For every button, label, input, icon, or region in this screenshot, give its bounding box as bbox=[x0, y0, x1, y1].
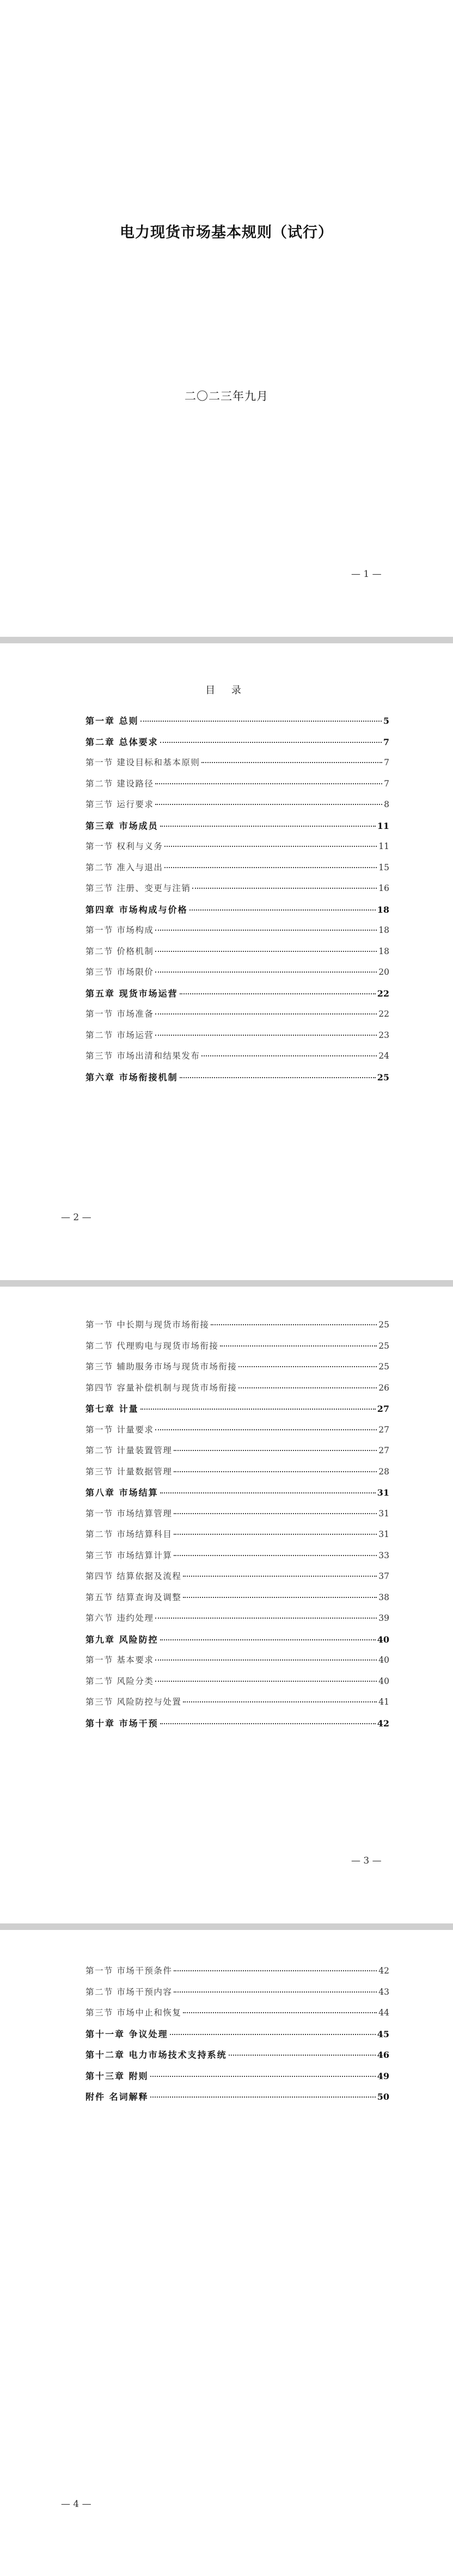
toc-section-entry[interactable] bbox=[85, 966, 389, 987]
toc-chapter-entry[interactable] bbox=[85, 2069, 389, 2091]
toc-entry-title: 第一节 市场准备 bbox=[85, 1009, 154, 1019]
toc-entry-page: 42 bbox=[377, 1718, 389, 1729]
toc-list bbox=[85, 1318, 389, 1737]
toc-leader-dots bbox=[220, 1345, 377, 1347]
toc-entry-page: 28 bbox=[378, 1466, 389, 1477]
toc-leader-dots bbox=[160, 1639, 376, 1640]
toc-entry-page: 25 bbox=[378, 1362, 389, 1372]
toc-leader-dots bbox=[155, 972, 377, 973]
toc-entry-title: 第一节 市场干预条件 bbox=[85, 1966, 173, 1976]
toc-section-entry[interactable] bbox=[85, 756, 389, 777]
toc-section-entry[interactable] bbox=[85, 1423, 389, 1444]
toc-section-entry[interactable] bbox=[85, 1507, 389, 1528]
toc-leader-dots bbox=[155, 930, 377, 931]
toc-leader-dots bbox=[155, 783, 382, 784]
toc-entry-page: 15 bbox=[378, 862, 389, 872]
toc-entry-page: 45 bbox=[377, 2028, 389, 2039]
toc-entry-title: 第三节 市场出清和结果发布 bbox=[85, 1051, 200, 1061]
toc-entry-title: 第二节 风险分类 bbox=[85, 1676, 154, 1686]
toc-leader-dots bbox=[150, 2097, 376, 2098]
toc-entry-title: 第二节 计量装置管理 bbox=[85, 1446, 173, 1455]
toc-section-entry[interactable] bbox=[85, 1612, 389, 1633]
toc-leader-dots bbox=[183, 1701, 377, 1702]
toc-entry-title: 第四节 结算依据及流程 bbox=[85, 1571, 182, 1581]
toc-entry-title: 第二节 代理购电与现货市场衔接 bbox=[85, 1341, 219, 1351]
toc-chapter-entry[interactable] bbox=[85, 2090, 389, 2111]
toc-chapter-entry[interactable] bbox=[85, 819, 389, 840]
toc-leader-dots bbox=[174, 1991, 377, 1993]
toc-entry-title: 第二章 总体要求 bbox=[85, 736, 158, 747]
toc-leader-dots bbox=[155, 1618, 377, 1619]
toc-entry-page: 38 bbox=[378, 1592, 389, 1602]
toc-entry-page: 49 bbox=[377, 2070, 389, 2081]
toc-leader-dots bbox=[174, 1970, 377, 1971]
toc-section-entry[interactable] bbox=[85, 861, 389, 882]
cover-page bbox=[0, 0, 453, 637]
toc-leader-dots bbox=[160, 1723, 376, 1724]
page-number: — 4 — bbox=[61, 2499, 91, 2510]
toc-leader-dots bbox=[155, 1681, 377, 1682]
toc-leader-dots bbox=[164, 846, 377, 847]
toc-entry-title: 第三节 计量数据管理 bbox=[85, 1466, 173, 1477]
toc-entry-title: 第八章 市场结算 bbox=[85, 1487, 158, 1498]
toc-chapter-entry[interactable] bbox=[85, 1071, 389, 1092]
toc-entry-page: 27 bbox=[377, 1404, 389, 1414]
toc-leader-dots bbox=[140, 1409, 376, 1410]
toc-section-entry[interactable] bbox=[85, 1695, 389, 1717]
toc-entry-title: 第四章 市场构成与价格 bbox=[85, 904, 188, 915]
toc-section-entry[interactable] bbox=[85, 1653, 389, 1675]
toc-entry-page: 22 bbox=[377, 988, 389, 999]
toc-entry-title: 第一节 权利与义务 bbox=[85, 841, 163, 851]
toc-entry-page: 16 bbox=[378, 883, 389, 893]
toc-heading: 目 录 bbox=[205, 685, 248, 696]
toc-chapter-entry[interactable] bbox=[85, 1717, 389, 1738]
toc-entry-page: 33 bbox=[378, 1550, 389, 1560]
toc-entry-title: 第二节 建设路径 bbox=[85, 778, 154, 789]
toc-leader-dots bbox=[160, 826, 376, 827]
toc-entry-title: 第六章 市场衔接机制 bbox=[85, 1072, 178, 1083]
toc-entry-page: 25 bbox=[377, 1072, 389, 1083]
toc-entry-page: 42 bbox=[378, 1966, 389, 1976]
toc-leader-dots bbox=[160, 1492, 376, 1493]
toc-section-entry[interactable] bbox=[85, 1339, 389, 1361]
toc-entry-page: 18 bbox=[378, 925, 389, 935]
toc-entry-title: 第三章 市场成员 bbox=[85, 820, 158, 831]
toc-section-entry[interactable] bbox=[85, 840, 389, 861]
toc-entry-page: 27 bbox=[378, 1446, 389, 1455]
toc-entry-title: 附件 名词解释 bbox=[85, 2092, 149, 2102]
toc-entry-title: 第五章 现货市场运营 bbox=[85, 988, 178, 999]
toc-leader-dots bbox=[155, 1429, 377, 1430]
toc-leader-dots bbox=[180, 993, 376, 994]
toc-chapter-entry[interactable] bbox=[85, 735, 389, 757]
toc-entry-page: 40 bbox=[378, 1676, 389, 1686]
toc-section-entry[interactable] bbox=[85, 1570, 389, 1591]
toc-entry-page: 20 bbox=[378, 967, 389, 977]
toc-leader-dots bbox=[211, 1324, 377, 1325]
toc-entry-page: 40 bbox=[377, 1634, 389, 1645]
toc-page-2 bbox=[0, 643, 453, 1280]
toc-chapter-entry[interactable] bbox=[85, 1402, 389, 1423]
toc-entry-page: 25 bbox=[378, 1341, 389, 1351]
toc-entry-title: 第二节 准入与退出 bbox=[85, 862, 163, 872]
toc-section-entry[interactable] bbox=[85, 1675, 389, 1696]
document-title: 电力现货市场基本规则（试行） bbox=[120, 224, 333, 241]
toc-section-entry[interactable] bbox=[85, 1465, 389, 1486]
toc-entry-title: 第十一章 争议处理 bbox=[85, 2028, 168, 2039]
toc-section-entry[interactable] bbox=[85, 1444, 389, 1465]
toc-entry-title: 第六节 违约处理 bbox=[85, 1613, 154, 1623]
page-number: — 3 — bbox=[351, 1855, 382, 1866]
toc-leader-dots bbox=[155, 1035, 377, 1036]
toc-entry-title: 第三节 市场结算计算 bbox=[85, 1550, 173, 1560]
toc-chapter-entry[interactable] bbox=[85, 1486, 389, 1507]
toc-entry-page: 7 bbox=[383, 736, 389, 747]
toc-entry-page: 11 bbox=[377, 820, 389, 831]
toc-entry-page: 26 bbox=[378, 1382, 389, 1393]
toc-section-entry[interactable] bbox=[85, 798, 389, 819]
toc-section-entry[interactable] bbox=[85, 1049, 389, 1071]
toc-entry-title: 第十章 市场干预 bbox=[85, 1718, 158, 1729]
toc-entry-page: 46 bbox=[377, 2050, 389, 2060]
toc-entry-title: 第一节 建设目标和基本原则 bbox=[85, 758, 200, 767]
toc-entry-page: 50 bbox=[377, 2092, 389, 2102]
toc-leader-dots bbox=[229, 2055, 376, 2056]
toc-entry-page: 24 bbox=[378, 1051, 389, 1061]
toc-entry-title: 第二节 市场运营 bbox=[85, 1030, 154, 1040]
toc-leader-dots bbox=[164, 867, 377, 868]
toc-section-entry[interactable] bbox=[85, 1007, 389, 1029]
toc-entry-page: 37 bbox=[378, 1571, 389, 1581]
toc-chapter-entry[interactable] bbox=[85, 987, 389, 1008]
toc-entry-page: 7 bbox=[384, 778, 389, 789]
toc-entry-title: 第四节 容量补偿机制与现货市场衔接 bbox=[85, 1382, 237, 1393]
toc-entry-title: 第九章 风险防控 bbox=[85, 1634, 158, 1645]
toc-entry-title: 第二节 市场结算科目 bbox=[85, 1529, 173, 1539]
toc-entry-title: 第二节 价格机制 bbox=[85, 946, 154, 956]
toc-entry-title: 第十三章 附则 bbox=[85, 2070, 149, 2081]
toc-section-entry[interactable] bbox=[85, 1964, 389, 1985]
toc-entry-title: 第三节 市场限价 bbox=[85, 967, 154, 977]
toc-leader-dots bbox=[183, 1597, 377, 1598]
toc-entry-page: 5 bbox=[383, 716, 389, 726]
toc-section-entry[interactable] bbox=[85, 1318, 389, 1339]
toc-entry-page: 31 bbox=[378, 1529, 389, 1539]
toc-section-entry[interactable] bbox=[85, 1360, 389, 1381]
toc-list bbox=[85, 1964, 389, 2111]
toc-leader-dots bbox=[180, 1077, 376, 1078]
toc-leader-dots bbox=[174, 1471, 377, 1472]
toc-entry-title: 第一节 计量要求 bbox=[85, 1424, 154, 1435]
toc-entry-title: 第十二章 电力市场技术支持系统 bbox=[85, 2050, 227, 2060]
toc-section-entry[interactable] bbox=[85, 1029, 389, 1050]
toc-entry-page: 23 bbox=[378, 1030, 389, 1040]
toc-entry-title: 第二节 市场干预内容 bbox=[85, 1987, 173, 1997]
toc-chapter-entry[interactable] bbox=[85, 903, 389, 924]
toc-chapter-entry[interactable] bbox=[85, 714, 389, 735]
toc-leader-dots bbox=[238, 1387, 377, 1388]
toc-entry-page: 44 bbox=[378, 2008, 389, 2018]
document-date: 二〇二三年九月 bbox=[185, 390, 268, 403]
toc-leader-dots bbox=[201, 1055, 377, 1056]
toc-leader-dots bbox=[174, 1513, 377, 1514]
toc-section-entry[interactable] bbox=[85, 2006, 389, 2027]
toc-chapter-entry[interactable] bbox=[85, 2027, 389, 2049]
toc-entry-title: 第一节 市场构成 bbox=[85, 925, 154, 935]
toc-list bbox=[85, 714, 389, 1091]
toc-leader-dots bbox=[183, 2012, 377, 2013]
toc-leader-dots bbox=[174, 1450, 377, 1451]
toc-leader-dots bbox=[183, 1576, 377, 1577]
toc-section-entry[interactable] bbox=[85, 882, 389, 903]
toc-section-entry[interactable] bbox=[85, 924, 389, 945]
toc-entry-title: 第七章 计量 bbox=[85, 1404, 139, 1414]
toc-page-4 bbox=[0, 1930, 453, 2576]
toc-chapter-entry[interactable] bbox=[85, 2048, 389, 2069]
toc-entry-page: 27 bbox=[378, 1424, 389, 1435]
toc-section-entry[interactable] bbox=[85, 777, 389, 798]
toc-leader-dots bbox=[155, 1659, 377, 1661]
toc-entry-page: 22 bbox=[378, 1009, 389, 1019]
toc-entry-title: 第三节 风险防控与处置 bbox=[85, 1697, 182, 1707]
toc-leader-dots bbox=[201, 762, 382, 763]
toc-leader-dots bbox=[155, 951, 377, 952]
toc-leader-dots bbox=[160, 742, 382, 743]
toc-entry-title: 第五节 结算查询及调整 bbox=[85, 1592, 182, 1602]
toc-section-entry[interactable] bbox=[85, 1591, 389, 1612]
toc-leader-dots bbox=[238, 1366, 377, 1367]
toc-leader-dots bbox=[170, 2034, 376, 2035]
toc-section-entry[interactable] bbox=[85, 1528, 389, 1549]
toc-page-3 bbox=[0, 1287, 453, 1923]
toc-leader-dots bbox=[140, 721, 382, 722]
toc-entry-page: 39 bbox=[378, 1613, 389, 1623]
toc-entry-page: 31 bbox=[378, 1508, 389, 1518]
toc-entry-title: 第三节 市场中止和恢复 bbox=[85, 2008, 182, 2018]
toc-entry-page: 40 bbox=[378, 1655, 389, 1665]
toc-entry-title: 第三节 注册、变更与注销 bbox=[85, 883, 191, 893]
toc-leader-dots bbox=[150, 2076, 376, 2077]
toc-entry-title: 第一节 中长期与现货市场衔接 bbox=[85, 1320, 210, 1330]
toc-section-entry[interactable] bbox=[85, 945, 389, 966]
toc-entry-page: 41 bbox=[378, 1697, 389, 1707]
toc-entry-page: 7 bbox=[384, 758, 389, 767]
toc-section-entry[interactable] bbox=[85, 1549, 389, 1570]
toc-chapter-entry[interactable] bbox=[85, 1633, 389, 1654]
toc-entry-title: 第三节 运行要求 bbox=[85, 800, 154, 809]
toc-entry-title: 第一节 市场结算管理 bbox=[85, 1508, 173, 1518]
toc-leader-dots bbox=[155, 804, 382, 805]
toc-leader-dots bbox=[192, 888, 377, 889]
page-number: — 1 — bbox=[351, 569, 382, 580]
toc-entry-page: 25 bbox=[378, 1320, 389, 1330]
toc-section-entry[interactable] bbox=[85, 1381, 389, 1403]
toc-entry-title: 第一节 基本要求 bbox=[85, 1655, 154, 1665]
toc-entry-page: 18 bbox=[378, 946, 389, 956]
toc-leader-dots bbox=[174, 1534, 377, 1535]
toc-entry-page: 8 bbox=[384, 800, 389, 809]
toc-entry-page: 11 bbox=[378, 841, 389, 851]
toc-leader-dots bbox=[189, 909, 376, 911]
toc-entry-page: 31 bbox=[377, 1487, 389, 1498]
toc-section-entry[interactable] bbox=[85, 1985, 389, 2007]
toc-entry-title: 第一章 总则 bbox=[85, 716, 139, 726]
toc-entry-title: 第三节 辅助服务市场与现货市场衔接 bbox=[85, 1362, 237, 1372]
page-number: — 2 — bbox=[61, 1212, 91, 1223]
toc-leader-dots bbox=[155, 1013, 377, 1015]
toc-entry-page: 43 bbox=[378, 1987, 389, 1997]
toc-entry-page: 18 bbox=[377, 904, 389, 915]
toc-leader-dots bbox=[174, 1555, 377, 1556]
